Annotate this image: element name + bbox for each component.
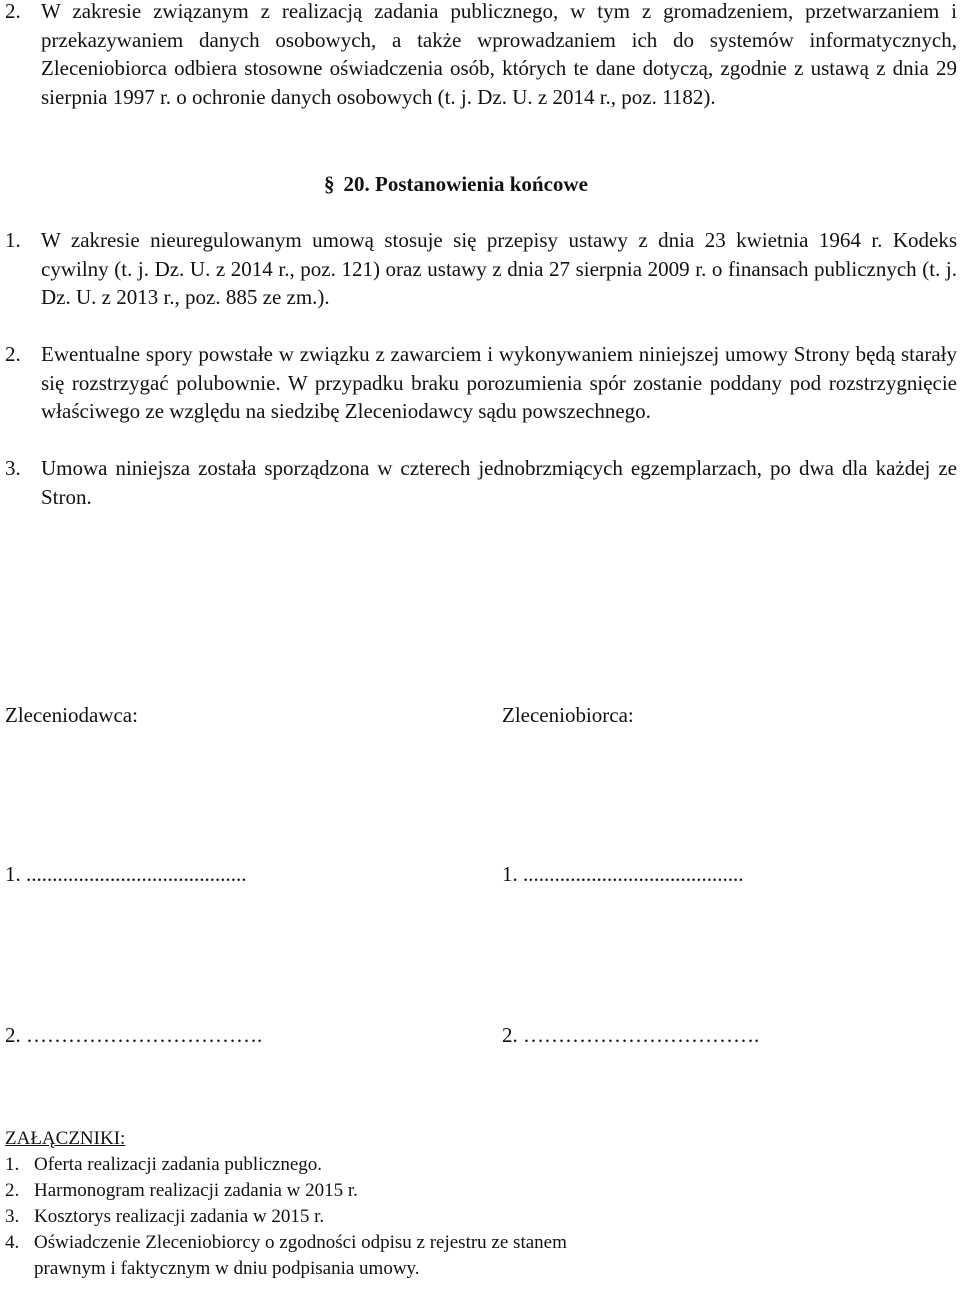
attachment-item bbox=[5, 1230, 594, 1282]
attachment-item bbox=[5, 1204, 594, 1230]
final-provision-3 bbox=[5, 454, 957, 511]
attachment-item bbox=[5, 1178, 594, 1204]
signature-line-right-1: 1. .......................................... bbox=[502, 862, 744, 886]
provision-text: W zakresie nieuregulowanym umową stosuje się przepisy ustawy z dnia 23 kwietnia 1964 r. Kodeks cywilny (t. j. Dz. U. z 2014 r., poz. 121) oraz ustawy z dnia 27 sierpnia 2009 r. o finansach publicznych (t. j. Dz. U. z 2013 r., poz. 885 ze zm.). bbox=[41, 228, 957, 309]
paragraph-2-data-protection bbox=[5, 0, 957, 111]
signature-line-right-2: 2. ……………………………. bbox=[502, 1023, 760, 1047]
attachment-number: 1. bbox=[5, 1154, 20, 1175]
attachment-number: 2. bbox=[5, 1180, 20, 1201]
attachment-text: Kosztorys realizacji zadania w 2015 r. bbox=[34, 1206, 325, 1227]
attachment-number: 3. bbox=[5, 1206, 20, 1227]
attachment-text: Oferta realizacji zadania publicznego. bbox=[34, 1154, 322, 1175]
attachments-title: ZAŁĄCZNIKI: bbox=[5, 1128, 126, 1149]
signature-line-left-1: 1. .......................................... bbox=[5, 862, 247, 886]
attachment-text: Harmonogram realizacji zadania w 2015 r. bbox=[34, 1180, 358, 1201]
provision-text: Ewentualne spory powstałe w związku z zawarciem i wykonywaniem niniejszej umowy Strony będą starały się rozstrzygać polubownie. W przypadku braku porozumienia spór zostanie poddany pod rozstrzygnięcie właściwego ze względu na siedzibę Zleceniodawcy sądu powszechnego. bbox=[41, 342, 957, 423]
attachment-number: 4. bbox=[5, 1232, 20, 1253]
provision-text: Umowa niniejsza została sporządzona w czterech jednobrzmiących egzemplarzach, po dwa dla każdej ze Stron. bbox=[41, 456, 957, 509]
paragraph-number: 2. bbox=[5, 0, 21, 23]
paragraph-text: W zakresie związanym z realizacją zadania publicznego, w tym z gromadzeniem, przetwarzaniem i przekazywaniem danych osobowych, a także wprowadzaniem ich do systemów informatycznych, Zleceniobiorca odbiera stosowne oświadczenia osób, których te dane dotyczą, zgodnie z ustawą z dnia 29 sierpnia 1997 r. o ochronie danych osobowych (t. j. Dz. U. z 2014 r., poz. 1182). bbox=[41, 0, 957, 109]
provision-number: 3. bbox=[5, 456, 21, 480]
final-provision-2 bbox=[5, 340, 957, 426]
signature-label-contractor: Zleceniodawca: bbox=[5, 703, 138, 727]
attachment-text: Oświadczenie Zleceniobiorcy o zgodności odpisu z rejestru ze stanem prawnym i faktycznym w dniu podpisania umowy. bbox=[34, 1232, 567, 1279]
final-provision-1 bbox=[5, 226, 957, 312]
section-symbol: § bbox=[324, 172, 335, 196]
signature-label-contractee: Zleceniobiorca: bbox=[502, 703, 634, 727]
section-heading bbox=[324, 171, 588, 197]
attachment-item bbox=[5, 1152, 594, 1178]
provision-number: 1. bbox=[5, 228, 21, 252]
section-title: 20. Postanowienia końcowe bbox=[343, 172, 588, 196]
signature-line-left-2: 2. ……………………………. bbox=[5, 1023, 263, 1047]
provision-number: 2. bbox=[5, 342, 21, 366]
